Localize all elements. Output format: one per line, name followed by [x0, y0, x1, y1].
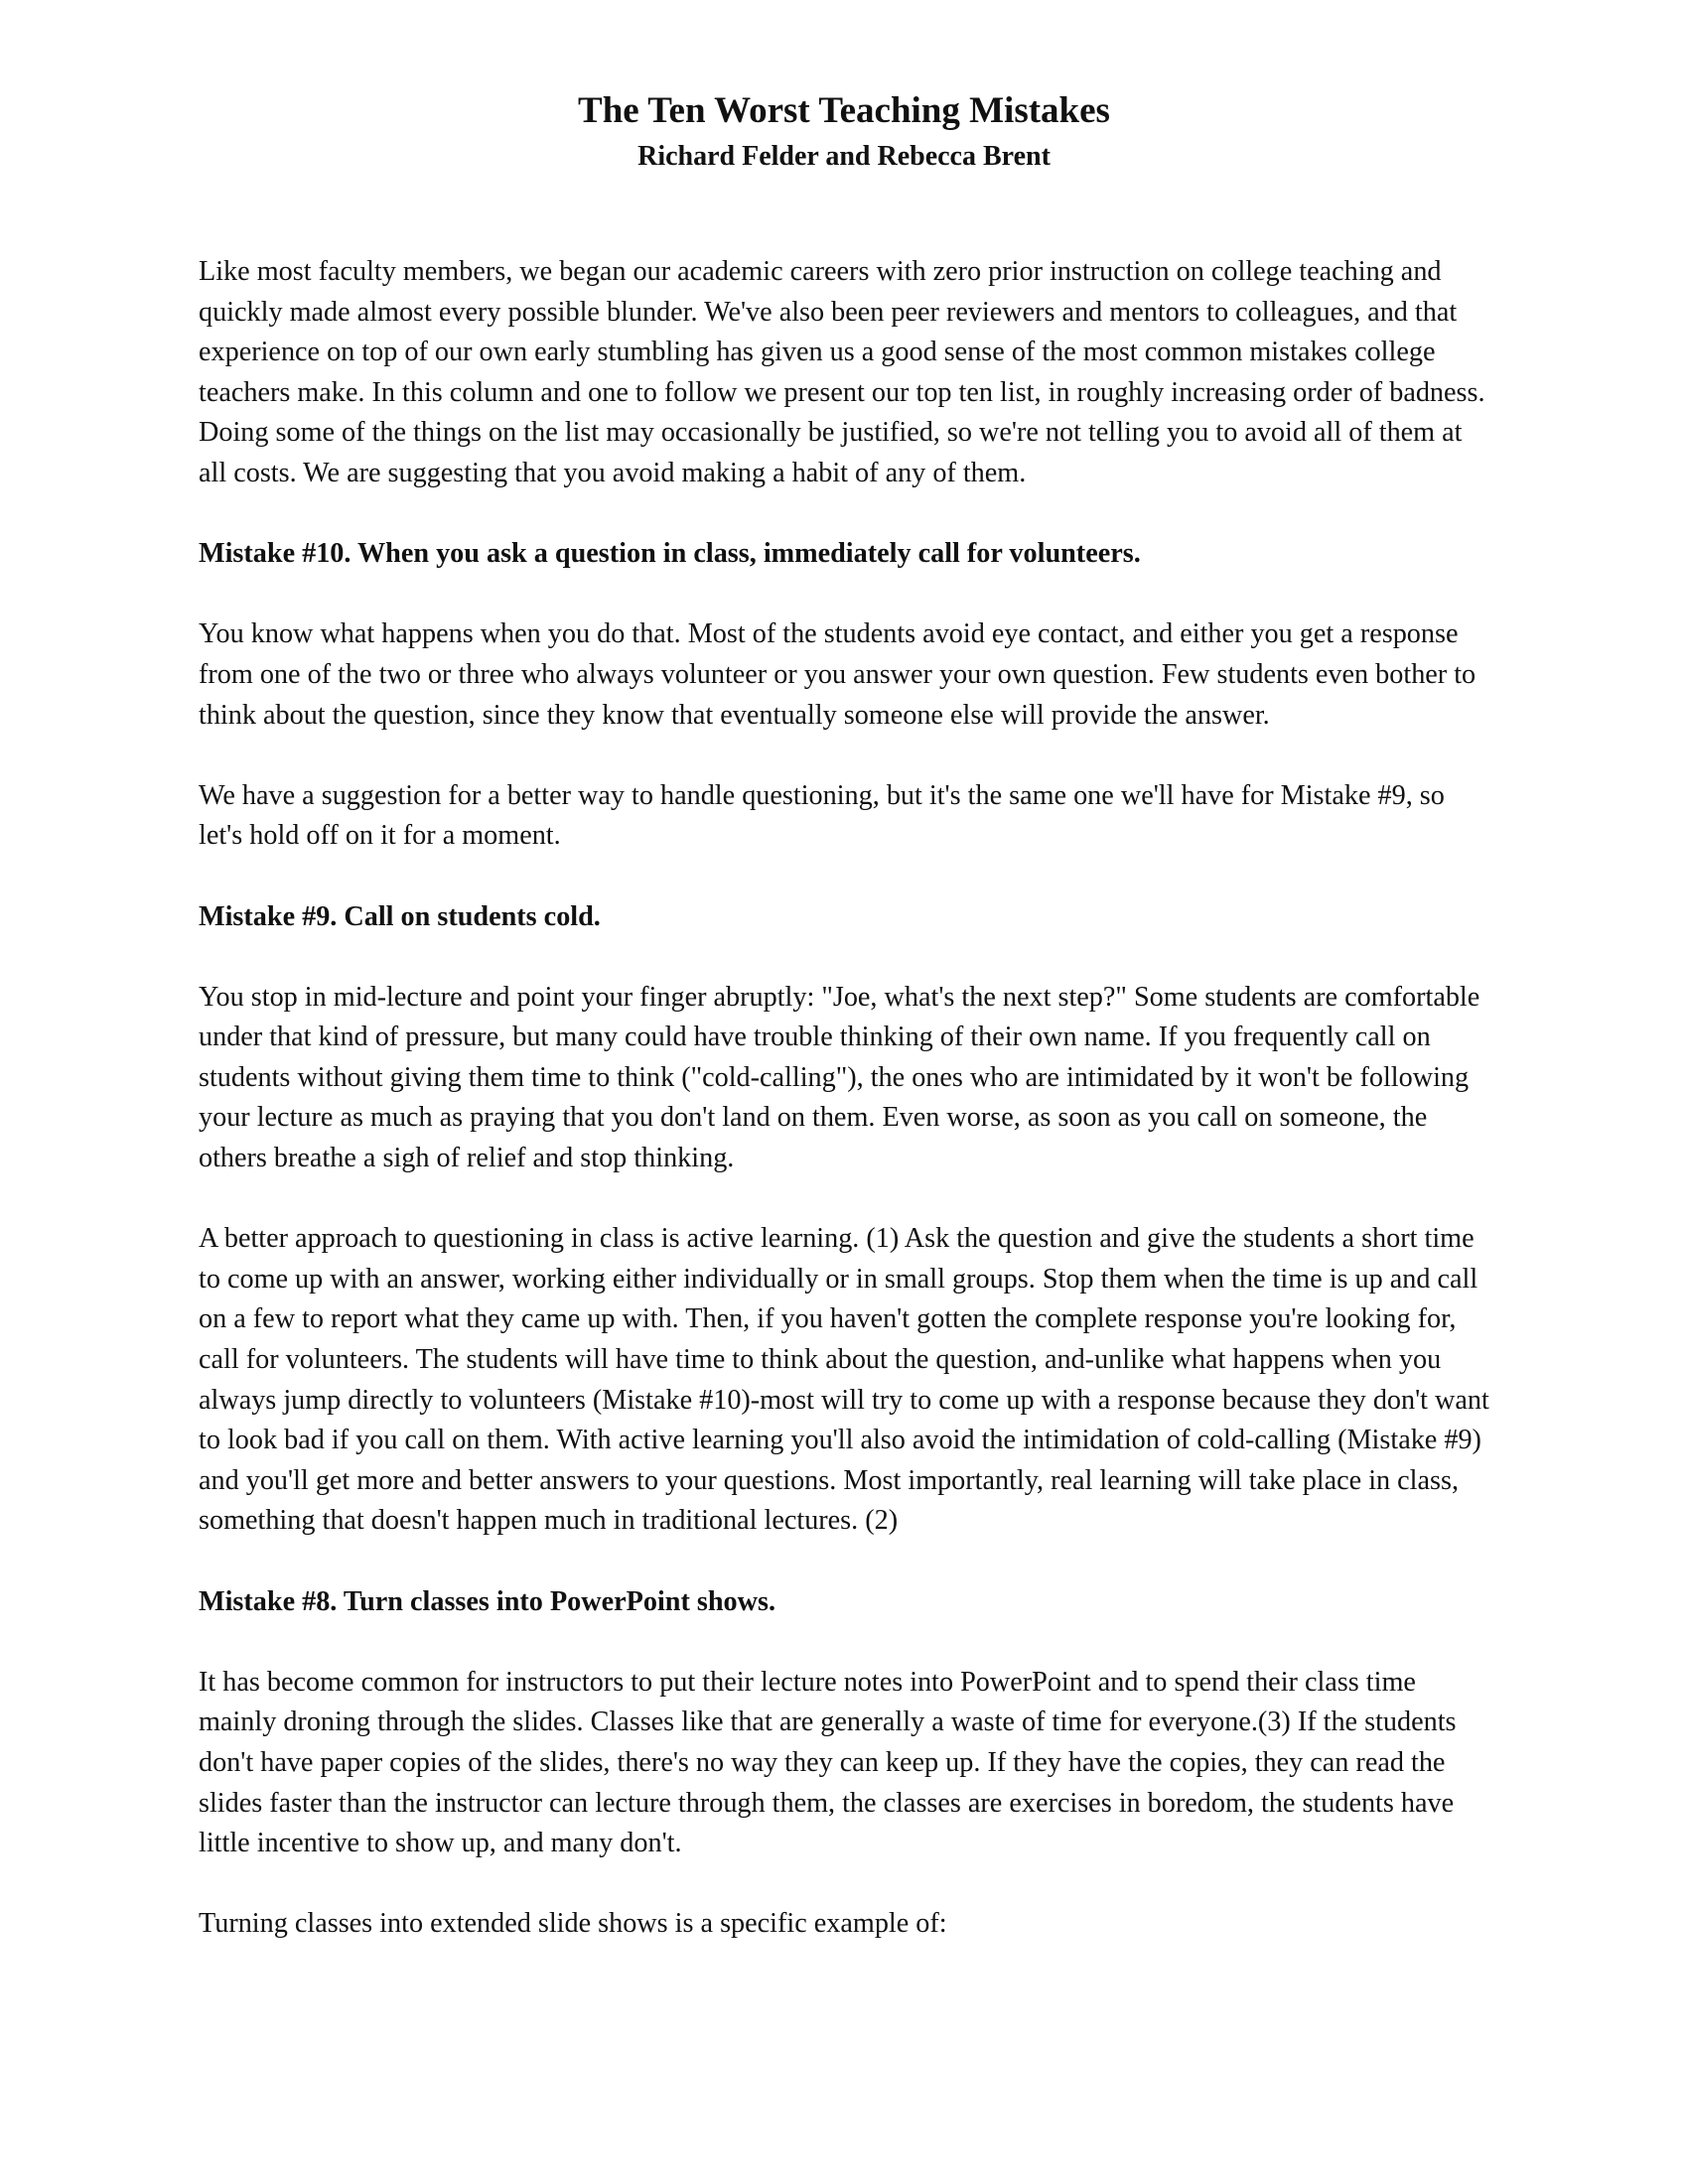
paragraph-mistake-10-body: You know what happens when you do that. Most of the students avoid eye contact, and either you get a response from one of the two or three who always volunteer or you answer your own question. Few students even bother to think about the question, since they know that eventually someone else will provide the answer. — [199, 618, 1477, 731]
paragraph-mistake-9-body: You stop in mid-lecture and point your finger abruptly: "Joe, what's the next step?" Some students are comfortable under that kind of pressure, but many could have trouble thinking of their own name. If you frequently call on students without giving them time to think ("cold-calling"), the ones who are intimidated by it won't be following your lecture as much as praying that you don't land on them. Even worse, as soon as you call on someone, the others breathe a sigh of relief and stop thinking. — [199, 981, 1480, 1174]
section-heading-mistake-8: Mistake #8. Turn classes into PowerPoint shows. — [199, 1585, 776, 1617]
document-authors: Richard Felder and Rebecca Brent — [637, 141, 1051, 172]
paragraph-active-learning: A better approach to questioning in class is active learning. (1) Ask the question and give the students a short time to come up with an answer, working either individually or in small groups. Stop them when the time is up and call on a few to report what they came up with. Then, if you haven't gotten the complete response you're looking for, call for volunteers. The students will have time to think about the question, and-unlike what happens when you always jump directly to volunteers (Mistake #10)-most will try to come up with a response because they don't want to look bad if you call on them. With active learning you'll also avoid the intimidation of cold-calling (Mistake #9) and you'll get more and better answers to your questions. Most importantly, real learning will take place in class, something that doesn't happen much in traditional lectures. (2) — [199, 1223, 1489, 1537]
document-page — [199, 85, 1489, 1985]
paragraph-mistake-10-suggestion: We have a suggestion for a better way to handle questioning, but it's the same one we'll have for Mistake #9, so let's hold off on it for a moment. — [199, 779, 1445, 852]
intro-paragraph: Like most faculty members, we began our academic careers with zero prior instruction on college teaching and quickly made almost every possible blunder. We've also been peer reviewers and mentors to colleagues, and that experience on top of our own early stumbling has given us a good sense of the most common mistakes college teachers make. In this column and one to follow we present our top ten list, in roughly increasing order of badness. Doing some of the things on the list may occasionally be justified, so we're not telling you to avoid all of them at all costs. We are suggesting that you avoid making a habit of any of them. — [199, 256, 1485, 488]
section-heading-mistake-9: Mistake #9. Call on students cold. — [199, 900, 601, 932]
paragraph-mistake-8-body: It has become common for instructors to put their lecture notes into PowerPoint and to spend their class time mainly droning through the slides. Classes like that are generally a waste of time for everyone.(3) If the students don't have paper copies of the slides, there's no way they can keep up. If they have the copies, they can read the slides faster than the instructor can lecture through them, the classes are exercises in boredom, the students have little incentive to show up, and many don't. — [199, 1666, 1457, 1859]
paragraph-slide-shows: Turning classes into extended slide shows is a specific example of: — [199, 1908, 947, 1940]
document-title: The Ten Worst Teaching Mistakes — [578, 90, 1110, 131]
section-heading-mistake-10: Mistake #10. When you ask a question in class, immediately call for volunteers. — [199, 538, 1141, 570]
